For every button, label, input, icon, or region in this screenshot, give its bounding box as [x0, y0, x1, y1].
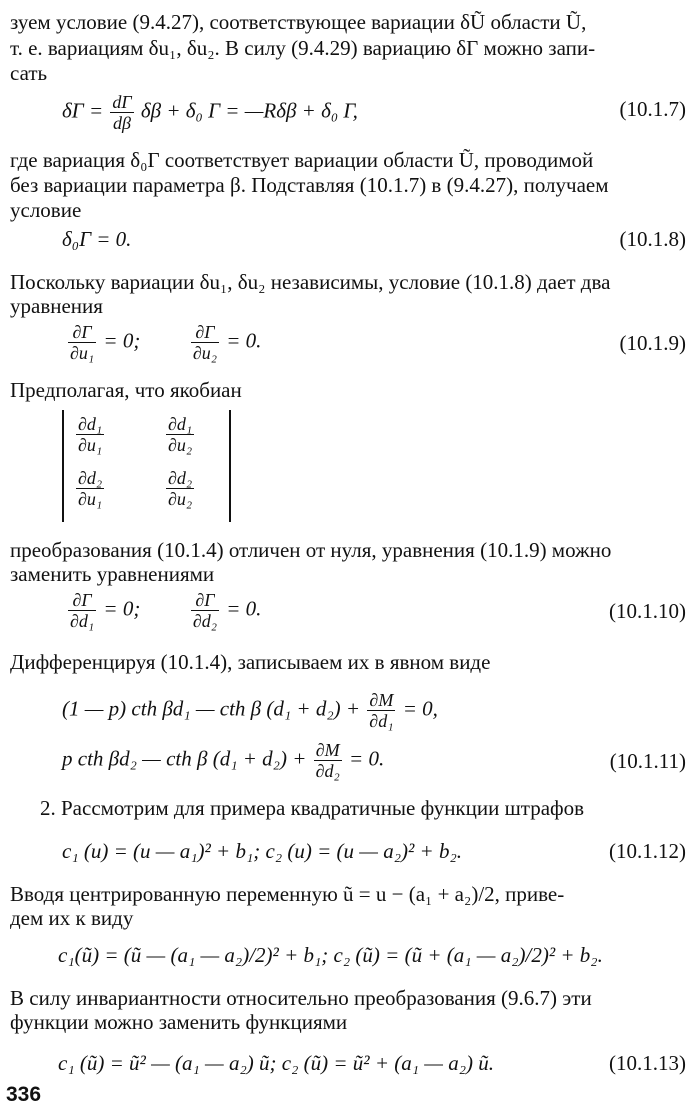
eq9-b-den: ∂u₂ — [192, 343, 217, 363]
eq7-right: δβ + δ₀ Γ = —Rδβ + δ₀ Γ, — [140, 98, 358, 123]
text-line-8: уравнения — [10, 294, 103, 318]
eq9-b-tail: = 0. — [226, 328, 262, 353]
equation-10-1-9 — [66, 322, 261, 363]
eq-number-10-1-10: (10.1.10) — [609, 599, 686, 623]
equation-10-1-13: c₁ (ũ) = ũ² — (a₁ — a₂) ũ; c₂ (ũ) = ũ² + (a₁ — a₂) ũ. — [58, 1051, 495, 1075]
text-line-5: без вариации параметра β. Подставляя (10.1.7) в (9.4.27), получаем — [10, 173, 609, 197]
text-line-7: Поскольку вариации δu₁, δu₂ независимы, условие (10.1.8) дает два — [10, 270, 611, 294]
matrix-cell-21: $\frac{\text{∂d₂}}{\text{∂u₁}}$ — [78, 468, 103, 509]
eq11-l2-tail: = 0. — [349, 746, 385, 771]
equation-10-1-11-line-1 — [62, 690, 438, 731]
text-line-14: Вводя центрированную переменную ũ = u − (a₁ + a₂)/2, приве- — [10, 882, 565, 906]
text-line-15: дем их к виду — [10, 906, 134, 930]
eq11-l2-frac: $\frac{\partial M}{\text{∂d₂}}$ — [315, 740, 340, 781]
eq11-l1-frac: $\frac{\partial M}{\text{∂d₁}}$ — [369, 690, 394, 731]
equation-10-1-10 — [66, 590, 261, 631]
equation-centered-form: c₁(ũ) = (ũ — (a₁ — a₂)/2)² + b₁; c₂ (ũ) = (ũ + (a₁ — a₂)/2)² + b₂. — [58, 943, 603, 967]
eq10-frac-b — [191, 590, 219, 631]
eq7-frac-den: dβ — [113, 113, 131, 133]
page-number: 336 — [6, 1083, 42, 1106]
text-line-12: Дифференцируя (10.1.4), записываем их в явном виде — [10, 650, 491, 674]
text-line-3: сать — [10, 61, 48, 85]
text-line-13: 2. Рассмотрим для примера квадратичные функции штрафов — [40, 796, 585, 820]
equation-10-1-12: c₁ (u) = (u — a₁)² + b₁; c₂ (u) = (u — a₂)² + b₂. — [62, 839, 463, 863]
eq9-b-num: ∂Γ — [191, 322, 219, 343]
eq-number-10-1-11: (10.1.11) — [609, 749, 686, 773]
matrix-cell-11: $\frac{\text{∂d₁}}{\text{∂u₁}}$ — [78, 414, 103, 455]
eq10-b-tail: = 0. — [226, 596, 262, 621]
equation-10-1-7 — [62, 92, 358, 133]
eq10-frac-a — [68, 590, 96, 631]
matrix-cell-22: $\frac{\text{∂d₂}}{\text{∂u₂}}$ — [168, 468, 193, 509]
eq10-a-num: ∂Γ — [68, 590, 96, 611]
eq9-frac-a — [68, 322, 96, 363]
jacobian-matrix — [62, 410, 231, 522]
eq11-l1-body: (1 — p) cth βd₁ — cth β (d₁ + d₂) + — [62, 696, 361, 721]
eq11-l2-body: p cth βd₂ — cth β (d₁ + d₂) + — [62, 746, 307, 771]
text-line-6: условие — [10, 198, 82, 222]
equation-10-1-11-line-2 — [62, 740, 384, 781]
eq9-a-tail: = 0; — [103, 328, 141, 353]
eq7-frac-num: dΓ — [112, 92, 132, 112]
eq9-a-num: ∂Γ — [68, 322, 96, 343]
text-line-4: где вариация δ₀Γ соответствует вариации области Ũ, проводимой — [10, 148, 594, 172]
eq-number-10-1-13: (10.1.13) — [609, 1051, 686, 1075]
eq-number-10-1-12: (10.1.12) — [609, 839, 686, 863]
eq9-a-den: ∂u₁ — [70, 343, 95, 363]
matrix-cell-12: $\frac{\text{∂d₁}}{\text{∂u₂}}$ — [168, 414, 193, 455]
eq7-left: δΓ = — [62, 98, 104, 123]
eq-number-10-1-7: (10.1.7) — [619, 97, 686, 121]
eq7-fraction — [110, 92, 133, 133]
eq-number-10-1-8: (10.1.8) — [619, 227, 686, 251]
text-line-16: В силу инвариантности относительно преобразования (9.6.7) эти — [10, 986, 592, 1010]
eq10-a-tail: = 0; — [103, 596, 141, 621]
text-line-11: заменить уравнениями — [10, 562, 215, 586]
eq10-b-num: ∂Γ — [191, 590, 219, 611]
eq9-frac-b — [191, 322, 219, 363]
eq10-a-den: ∂d₁ — [70, 611, 95, 631]
text-line-10: преобразования (10.1.4) отличен от нуля, уравнения (10.1.9) можно — [10, 538, 612, 562]
text-line-17: функции можно заменить функциями — [10, 1010, 348, 1034]
eq10-b-den: ∂d₂ — [192, 611, 217, 631]
text-line-2: т. е. вариациям δu₁, δu₂. В силу (9.4.29) вариацию δΓ можно запи- — [10, 36, 596, 60]
text-line-1: зуем условие (9.4.27), соответствующее вариации δŨ области Ũ, — [10, 10, 587, 34]
equation-10-1-8: δ₀Γ = 0. — [62, 227, 132, 251]
eq11-l1-tail: = 0, — [402, 696, 438, 721]
eq-number-10-1-9: (10.1.9) — [619, 331, 686, 355]
text-line-9: Предполагая, что якобиан — [10, 378, 242, 402]
